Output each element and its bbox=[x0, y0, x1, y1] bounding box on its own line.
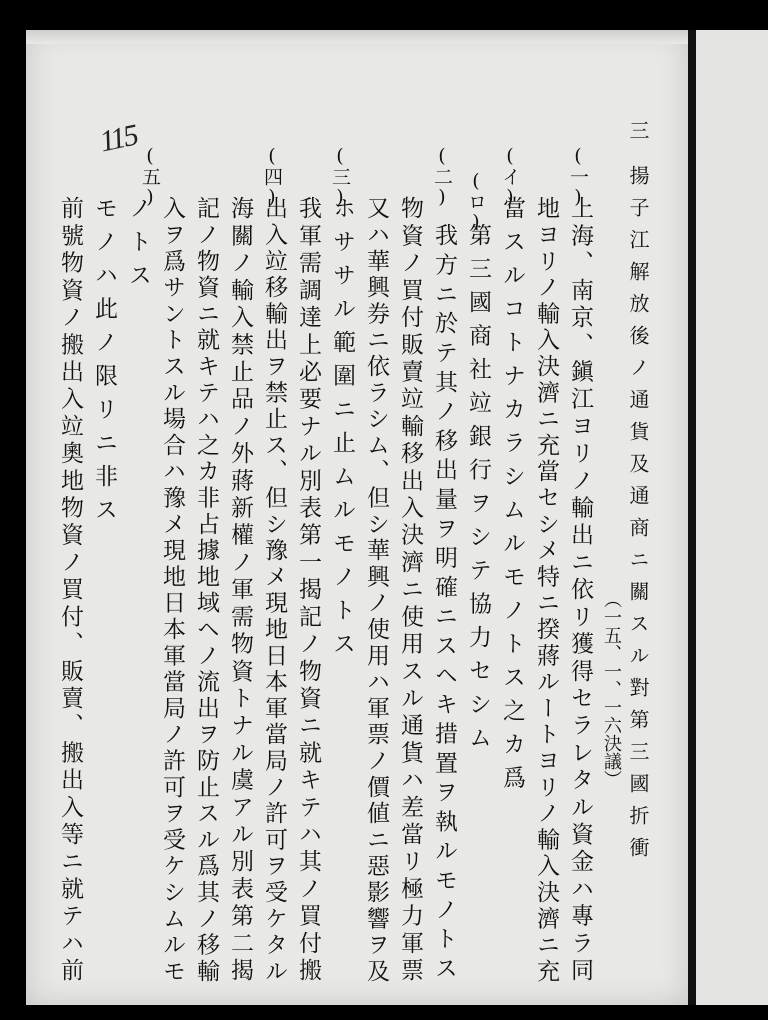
item-marker: (三) bbox=[329, 145, 351, 208]
item-marker: (二) bbox=[431, 145, 453, 208]
subitem-marker: (イ) bbox=[499, 145, 521, 208]
item-line: 海關ノ輸入禁止品ノ外蔣新權ノ軍需物資トナル虞アル別表第二揭 bbox=[227, 196, 253, 985]
subitem-marker: (ロ) bbox=[465, 170, 487, 233]
item-line: 我軍需調達上必要ナル別表第一揭記ノ物資ニ就キテハ其ノ買付搬 bbox=[295, 196, 321, 985]
item-line: 出入竝移輸出ヲ禁止ス、但シ豫メ現地日本軍當局ノ許可ヲ受ケタル bbox=[261, 196, 287, 985]
item-line: モノハ此ノ限リニ非ス bbox=[91, 196, 117, 531]
page-number: 115 bbox=[96, 118, 140, 159]
subitem-line: ホササル範圍ニ止ムルモノトス bbox=[329, 196, 355, 665]
subitem-line: 又ハ華興券ニ依ラシム、但シ華興ノ使用ハ軍票ノ價値ニ惡影響ヲ及 bbox=[363, 196, 389, 985]
subitem-line: 我方ニ於テ其ノ移出量ヲ明確ニスヘキ措置ヲ執ルモノトス bbox=[431, 223, 457, 985]
item-line: 當スルコトナカラシムルモノトス之カ爲 bbox=[499, 196, 525, 799]
section-number: 三 bbox=[626, 120, 650, 152]
adjacent-page bbox=[696, 30, 768, 1005]
item-line: 記ノ物資ニ就キテハ之カ非占據地域ヘノ流出ヲ防止スル爲其ノ移輸 bbox=[193, 196, 219, 985]
item-marker: (五) bbox=[139, 145, 161, 208]
decision-date: （一五、一、一六決議） bbox=[601, 590, 622, 788]
page-gutter bbox=[688, 30, 696, 1005]
item-line: ノトス bbox=[125, 196, 151, 297]
item-line: 上海、南京、鎭江ヨリノ輸出ニ依リ獲得セラレタル資金ハ專ラ同 bbox=[567, 196, 593, 985]
subitem-line: 第三國商社竝銀行ヲシテ協力セシム bbox=[465, 223, 491, 759]
item-line: 前號物資ノ搬出入竝奧地物資ノ買付、販賣、搬出入等ニ就テハ前 bbox=[57, 196, 83, 985]
scan-edge bbox=[26, 30, 688, 44]
item-marker: (一) bbox=[567, 145, 589, 208]
item-line: 入ヲ爲サントスル場合ハ豫メ現地日本軍當局ノ許可ヲ受ケシムルモ bbox=[159, 196, 185, 985]
item-marker: (四) bbox=[261, 145, 283, 208]
document-title: 揚子江解放後ノ通貨及通商ニ關スル對第三國折衝 bbox=[626, 165, 650, 869]
subitem-line: 物資ノ買付販賣竝輸移出入決濟ニ使用スル通貨ハ差當リ極力軍票 bbox=[397, 196, 423, 985]
item-line: 地ヨリノ輸入決濟ニ充當セシメ特ニ揆蔣ルートヨリノ輸入決濟ニ充 bbox=[533, 196, 559, 985]
